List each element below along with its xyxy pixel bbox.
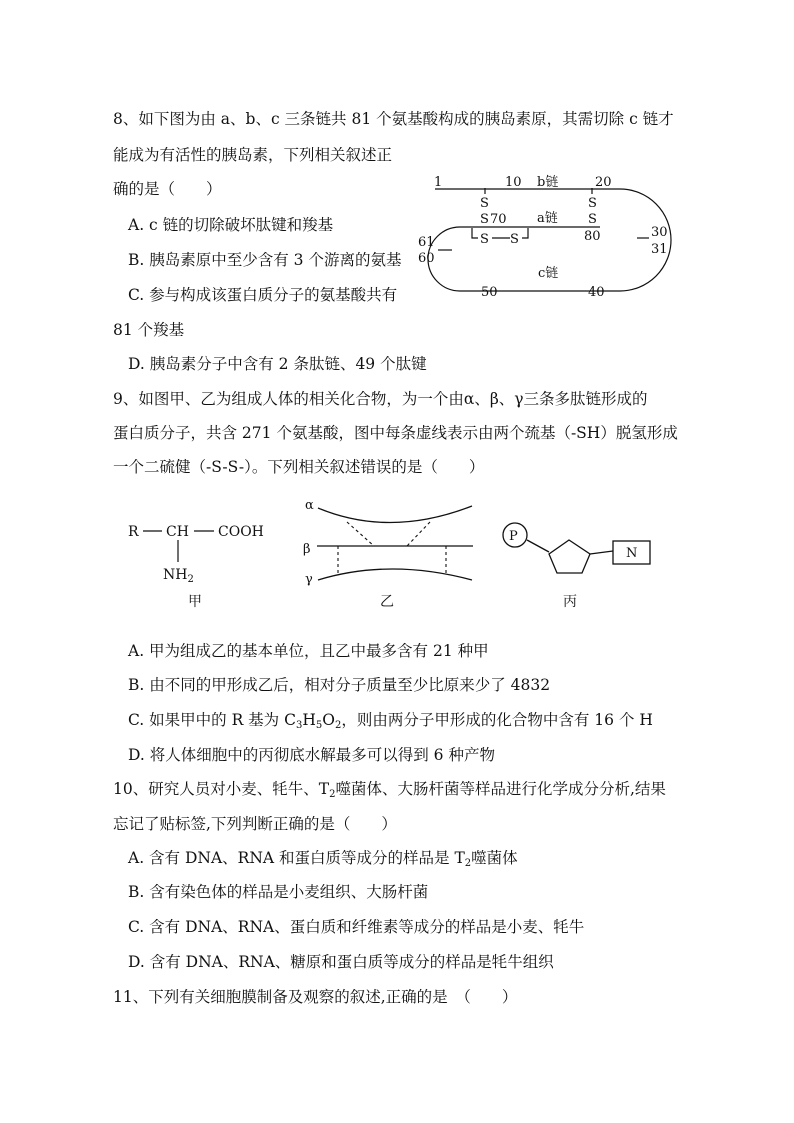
sulfur-s5: S <box>480 232 489 247</box>
caption-bing: 丙 <box>563 594 577 610</box>
q8-stem-line3: 确的是（ ） <box>113 180 222 198</box>
caption-jia: 甲 <box>188 594 202 610</box>
sulfur-s3: S <box>588 196 597 211</box>
nucleotide-p: P <box>509 529 518 544</box>
label-80: 80 <box>584 229 601 244</box>
q10-option-d: D. 含有 DNA、RNA、糖原和蛋白质等成分的样品是牦牛组织 <box>128 953 554 971</box>
q11-stem-line1: 11、下列有关细胞膜制备及观察的叙述,正确的是 （ ） <box>113 988 518 1006</box>
amino-ch: CH <box>166 524 189 540</box>
q9-option-b: B. 由不同的甲形成乙后，相对分子质量至少比原来少了 4832 <box>128 676 551 694</box>
q9-stem-line1: 9、如图甲、乙为组成人体的相关化合物，为一个由α、β、γ三条多肽链形成的 <box>113 390 648 408</box>
label-c-chain: c链 <box>538 266 559 281</box>
amino-nh2: $NH_2$ <box>163 567 194 585</box>
q9-stem-line2: 蛋白质分子，共含 271 个氨基酸，图中每条虚线表示由两个巯基（-SH）脱氢形成 <box>113 424 678 442</box>
q9-option-a: A. 甲为组成乙的基本单位，且乙中最多含有 21 种甲 <box>128 642 489 660</box>
label-alpha: α <box>305 498 314 513</box>
q10-option-a: A. 含有 DNA、RNA 和蛋白质等成分的样品是 $T_2$噬菌体 <box>128 849 518 869</box>
sulfur-s6: S <box>510 232 519 247</box>
label-70: 70 <box>490 212 507 227</box>
label-30: 30 <box>651 225 668 240</box>
q9-option-d: D. 将人体细胞中的丙彻底水解最多可以得到 6 种产物 <box>128 746 495 764</box>
q10-option-b: B. 含有染色体的样品是小麦组织、大肠杆菌 <box>128 883 429 901</box>
caption-yi: 乙 <box>380 594 394 610</box>
compound-figures <box>110 495 680 615</box>
label-60: 60 <box>418 251 435 266</box>
q8-option-c-cont: 81 个羧基 <box>113 321 185 339</box>
nucleotide-n: N <box>626 546 638 561</box>
q8-option-b: B. 胰岛素原中至少含有 3 个游离的氨基 <box>128 251 402 269</box>
label-61: 61 <box>418 235 435 250</box>
q10-stem-line1: 10、研究人员对小麦、牦牛、$T_2$噬菌体、大肠杆菌等样品进行化学成分分析,结果 <box>113 780 666 800</box>
sulfur-s1: S <box>480 196 489 211</box>
label-10: 10 <box>505 175 522 190</box>
label-beta: β <box>303 542 311 557</box>
proinsulin-diagram <box>410 170 680 305</box>
amino-r: R <box>128 524 139 540</box>
label-b-chain: b链 <box>537 175 559 190</box>
label-a-chain: a链 <box>537 211 558 226</box>
q9-stem-line3: 一个二硫健（-S-S-）。下列相关叙述错误的是（ ） <box>113 458 485 476</box>
q10-stem-line2: 忘记了贴标签,下列判断正确的是（ ） <box>113 815 397 833</box>
sulfur-s2: S <box>480 212 489 227</box>
label-gamma: γ <box>305 572 313 587</box>
label-20: 20 <box>595 175 612 190</box>
label-50: 50 <box>481 285 498 300</box>
label-31: 31 <box>651 242 668 257</box>
q8-stem-line1: 8、如下图为由 a、b、c 三条链共 81 个氨基酸构成的胰岛素原，其需切除 c 链才 <box>113 110 674 128</box>
q10-option-c: C. 含有 DNA、RNA、蛋白质和纤维素等成分的样品是小麦、牦牛 <box>128 918 585 936</box>
q8-option-a: A. c 链的切除破坏肽键和羧基 <box>128 216 334 234</box>
label-1: 1 <box>434 175 443 190</box>
amino-cooh: COOH <box>218 524 264 540</box>
label-40: 40 <box>588 285 605 300</box>
q8-option-c: C. 参与构成该蛋白质分子的氨基酸共有 <box>128 286 398 304</box>
q8-option-d: D. 胰岛素分子中含有 2 条肽链、49 个肽键 <box>128 355 427 373</box>
q9-option-c: C. 如果甲中的 R 基为 $C_3H_5O_2$，则由两分子甲形成的化合物中含有 16 个 H <box>128 711 653 731</box>
q8-stem-line2: 能成为有活性的胰岛素，下列相关叙述正 <box>113 146 393 164</box>
sulfur-s4: S <box>588 212 597 227</box>
